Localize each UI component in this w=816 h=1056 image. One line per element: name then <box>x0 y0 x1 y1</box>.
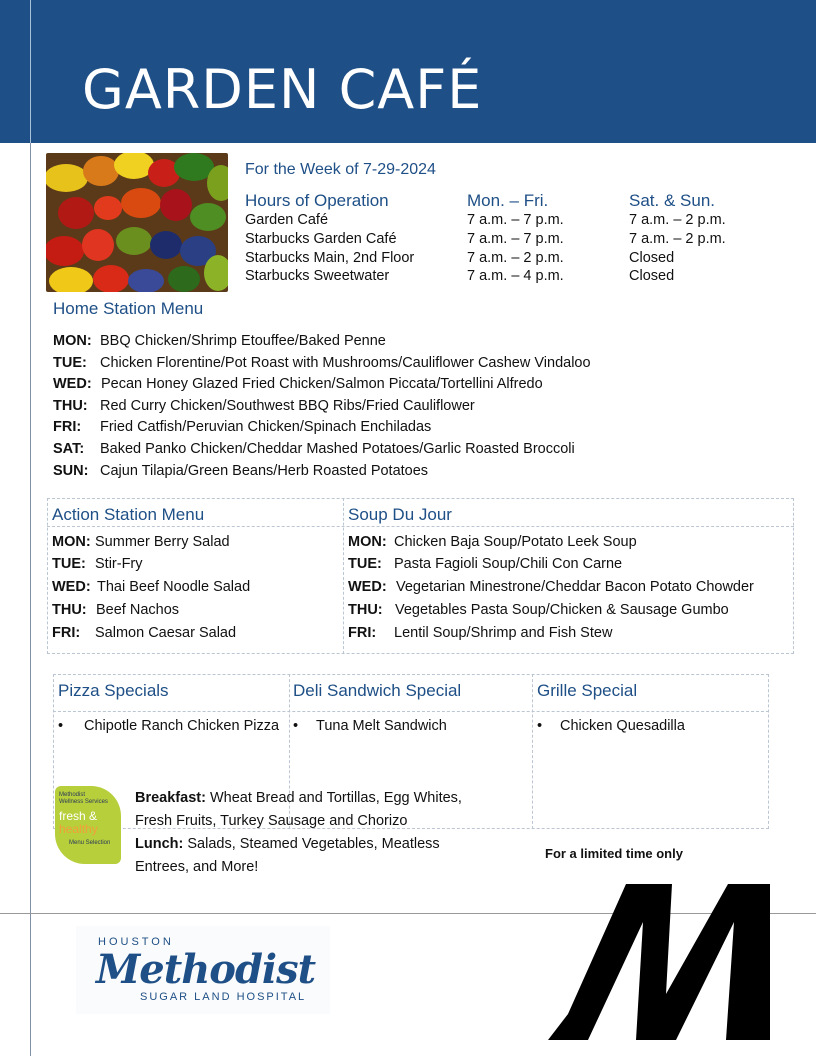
menu-items: Vegetables Pasta Soup/Chicken & Sausage Gumbo <box>395 602 729 618</box>
day-label: MON: <box>348 534 387 550</box>
page-title: GARDEN CAFÉ <box>82 58 483 121</box>
day-label: WED: <box>348 579 387 595</box>
grille-item-label: Chicken Quesadilla <box>560 718 685 734</box>
stations-header-rule <box>47 526 794 528</box>
action-station-row <box>52 602 179 618</box>
menu-items: Fried Catfish/Peruvian Chicken/Spinach Enchiladas <box>100 419 432 435</box>
grille-heading: Grille Special <box>537 681 638 700</box>
breakfast-line2: Fresh Fruits, Turkey Sausage and Chorizo <box>135 813 408 829</box>
badge-menu-selection: Menu Selection <box>69 840 111 846</box>
menu-items: Pasta Fagioli Soup/Chili Con Carne <box>394 556 623 572</box>
hours-location: Starbucks Main, 2nd Floor <box>245 250 415 266</box>
action-station-row <box>52 625 236 641</box>
menu-items: Cajun Tilapia/Green Beans/Herb Roasted Potatoes <box>100 463 429 479</box>
pizza-item-label: Chipotle Ranch Chicken Pizza <box>84 718 280 734</box>
badge-fresh: fresh & <box>59 809 98 823</box>
healthy-breakfast <box>135 787 462 879</box>
day-label: FRI: <box>53 419 82 435</box>
hours-weekend-heading: Sat. & Sun. <box>629 191 715 210</box>
grille-item <box>537 718 685 734</box>
week-heading: For the Week of 7-29-2024 <box>245 161 436 178</box>
limited-time-note: For a limited time only <box>545 846 683 861</box>
hours-weekend: Closed <box>629 250 675 266</box>
menu-items: Red Curry Chicken/Southwest BBQ Ribs/Fried Cauliflower <box>100 398 475 414</box>
action-station-row <box>52 579 250 595</box>
day-label: SUN: <box>53 463 89 479</box>
home-station-row <box>53 463 428 479</box>
margin-line <box>30 143 31 1056</box>
header-guide-line <box>30 0 31 143</box>
pizza-heading: Pizza Specials <box>58 681 169 700</box>
badge-org-line2: Wellness Services <box>59 799 108 805</box>
soup-row <box>348 625 612 641</box>
breakfast-label: Breakfast: <box>135 790 206 806</box>
home-station-row <box>53 333 386 349</box>
logo-methodist: Methodist <box>96 946 316 993</box>
home-station-row <box>53 419 431 435</box>
home-station-row <box>53 355 591 371</box>
day-label: THU: <box>53 398 88 414</box>
menu-items: Salmon Caesar Salad <box>95 625 237 641</box>
bullet-icon: • <box>293 718 299 734</box>
soup-row <box>348 556 622 572</box>
bullet-icon: • <box>58 718 64 734</box>
specials-divider <box>532 674 534 829</box>
deli-heading: Deli Sandwich Special <box>293 681 462 700</box>
menu-items: Pecan Honey Glazed Fried Chicken/Salmon Piccata/Tortellini Alfredo <box>101 376 543 392</box>
menu-items: BBQ Chicken/Shrimp Etouffee/Baked Penne <box>100 333 386 349</box>
hours-weekday-heading: Mon. – Fri. <box>467 191 549 210</box>
action-station-row <box>52 534 230 550</box>
badge-title <box>59 810 98 836</box>
home-station-heading: Home Station Menu <box>53 299 204 318</box>
stations-divider <box>343 498 345 654</box>
day-label: WED: <box>53 376 92 392</box>
produce-photo <box>46 153 228 292</box>
lunch-line2: Entrees, and More! <box>135 859 259 875</box>
soup-heading: Soup Du Jour <box>348 505 452 524</box>
day-label: MON: <box>52 534 91 550</box>
day-label: TUE: <box>52 556 86 572</box>
home-station-row <box>53 376 543 392</box>
menu-items: Baked Panko Chicken/Cheddar Mashed Potatoes/Garlic Roasted Broccoli <box>100 441 575 457</box>
day-label: WED: <box>52 579 91 595</box>
hours-location: Starbucks Garden Café <box>245 231 397 247</box>
bullet-icon: • <box>537 718 543 734</box>
menu-items: Thai Beef Noodle Salad <box>97 579 251 595</box>
menu-items: Summer Berry Salad <box>95 534 230 550</box>
hours-weekend: 7 a.m. – 2 p.m. <box>629 212 726 228</box>
day-label: MON: <box>53 333 92 349</box>
specials-header-rule <box>53 711 769 713</box>
day-label: TUE: <box>53 355 87 371</box>
badge-org <box>59 792 108 806</box>
menu-items: Vegetarian Minestrone/Cheddar Bacon Potato Chowder <box>396 579 754 595</box>
hours-location: Garden Café <box>245 212 329 228</box>
pizza-item <box>58 718 279 734</box>
day-label: THU: <box>348 602 383 618</box>
soup-row <box>348 602 729 618</box>
day-label: SAT: <box>53 441 85 457</box>
menu-items: Lentil Soup/Shrimp and Fish Stew <box>394 625 613 641</box>
lunch-label: Lunch: <box>135 836 184 852</box>
methodist-m-logo-icon <box>548 884 770 1040</box>
logo-houston: HOUSTON <box>98 936 174 948</box>
logo-sugar-land: SUGAR LAND HOSPITAL <box>140 991 307 1003</box>
badge-org-line1: Methodist <box>59 792 86 798</box>
hours-weekday: 7 a.m. – 4 p.m. <box>467 268 564 284</box>
action-station-row <box>52 556 143 572</box>
hours-weekday: 7 a.m. – 7 p.m. <box>467 212 564 228</box>
breakfast-line1: Wheat Bread and Tortillas, Egg Whites, <box>209 790 462 806</box>
day-label: THU: <box>52 602 87 618</box>
menu-items: Chicken Baja Soup/Potato Leek Soup <box>394 534 637 550</box>
soup-row <box>348 534 637 550</box>
day-label: FRI: <box>52 625 81 641</box>
hours-weekend: 7 a.m. – 2 p.m. <box>629 231 726 247</box>
badge-healthy: healthy <box>59 822 98 836</box>
menu-items: Stir-Fry <box>95 556 143 572</box>
menu-items: Chicken Florentine/Pot Roast with Mushrooms/Cauliflower Cashew Vindaloo <box>100 355 591 371</box>
day-label: TUE: <box>348 556 382 572</box>
produce-photo-art <box>46 153 228 292</box>
hours-weekday: 7 a.m. – 7 p.m. <box>467 231 564 247</box>
hours-weekday: 7 a.m. – 2 p.m. <box>467 250 564 266</box>
deli-item-label: Tuna Melt Sandwich <box>316 718 447 734</box>
deli-item <box>293 718 447 734</box>
soup-row <box>348 579 754 595</box>
lunch-line1: Salads, Steamed Vegetables, Meatless <box>187 836 440 852</box>
home-station-row <box>53 441 575 457</box>
home-station-row <box>53 398 475 414</box>
menu-items: Beef Nachos <box>96 602 180 618</box>
hours-weekend: Closed <box>629 268 675 284</box>
action-station-heading: Action Station Menu <box>52 505 205 524</box>
day-label: FRI: <box>348 625 377 641</box>
hours-heading: Hours of Operation <box>245 191 389 210</box>
fresh-healthy-badge <box>55 786 121 864</box>
hours-location: Starbucks Sweetwater <box>245 268 390 284</box>
